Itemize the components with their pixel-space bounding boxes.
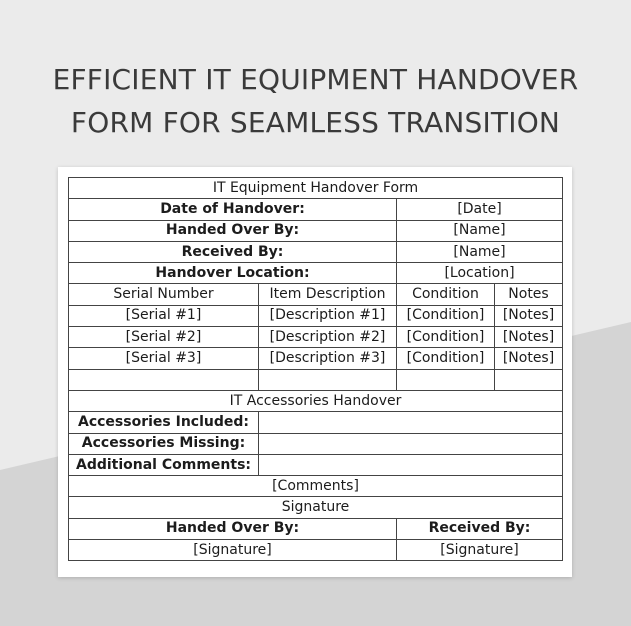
received-by-label: Received By: xyxy=(69,241,397,262)
signature-values-row xyxy=(69,540,563,561)
title-line-1: EFFICIENT IT EQUIPMENT HANDOVER xyxy=(52,63,579,96)
description-cell[interactable]: [Description #3] xyxy=(259,348,397,369)
serial-cell[interactable]: [Serial #3] xyxy=(69,348,259,369)
date-row xyxy=(69,199,563,220)
handed-over-row xyxy=(69,220,563,241)
additional-comments-row xyxy=(69,454,563,475)
items-header-row xyxy=(69,284,563,305)
notes-cell[interactable]: [Notes] xyxy=(495,305,563,326)
additional-comments-label: Additional Comments: xyxy=(69,454,259,475)
signature-received-by-field[interactable]: [Signature] xyxy=(397,540,563,561)
item-row xyxy=(69,305,563,326)
additional-comments-field[interactable] xyxy=(259,454,563,475)
signature-handed-over-label: Handed Over By: xyxy=(69,518,397,539)
condition-cell[interactable]: [Condition] xyxy=(397,348,495,369)
received-by-field[interactable]: [Name] xyxy=(397,241,563,262)
notes-cell[interactable]: [Notes] xyxy=(495,348,563,369)
notes-cell[interactable]: [Notes] xyxy=(495,327,563,348)
accessories-missing-row xyxy=(69,433,563,454)
page-title xyxy=(0,58,631,144)
accessories-missing-field[interactable] xyxy=(259,433,563,454)
accessories-included-row xyxy=(69,412,563,433)
location-row xyxy=(69,263,563,284)
condition-cell-empty[interactable] xyxy=(397,369,495,390)
form-title: IT Equipment Handover Form xyxy=(69,178,563,199)
signature-section-title: Signature xyxy=(69,497,563,518)
notes-cell-empty[interactable] xyxy=(495,369,563,390)
signature-received-by-label: Received By: xyxy=(397,518,563,539)
column-header-description: Item Description xyxy=(259,284,397,305)
empty-item-row xyxy=(69,369,563,390)
condition-cell[interactable]: [Condition] xyxy=(397,327,495,348)
item-row xyxy=(69,327,563,348)
serial-cell[interactable]: [Serial #2] xyxy=(69,327,259,348)
location-field[interactable]: [Location] xyxy=(397,263,563,284)
signature-title-row xyxy=(69,497,563,518)
description-cell-empty[interactable] xyxy=(259,369,397,390)
signature-labels-row xyxy=(69,518,563,539)
accessories-missing-label: Accessories Missing: xyxy=(69,433,259,454)
accessories-title-row xyxy=(69,390,563,411)
handover-form-table xyxy=(68,177,563,561)
form-document xyxy=(58,167,572,577)
description-cell[interactable]: [Description #1] xyxy=(259,305,397,326)
handed-over-label: Handed Over By: xyxy=(69,220,397,241)
column-header-condition: Condition xyxy=(397,284,495,305)
item-row xyxy=(69,348,563,369)
title-line-2: FORM FOR SEAMLESS TRANSITION xyxy=(70,106,561,139)
serial-cell-empty[interactable] xyxy=(69,369,259,390)
serial-cell[interactable]: [Serial #1] xyxy=(69,305,259,326)
column-header-notes: Notes xyxy=(495,284,563,305)
received-by-row xyxy=(69,241,563,262)
accessories-section-title: IT Accessories Handover xyxy=(69,390,563,411)
column-header-serial: Serial Number xyxy=(69,284,259,305)
date-field[interactable]: [Date] xyxy=(397,199,563,220)
condition-cell[interactable]: [Condition] xyxy=(397,305,495,326)
location-label: Handover Location: xyxy=(69,263,397,284)
handed-over-field[interactable]: [Name] xyxy=(397,220,563,241)
accessories-included-label: Accessories Included: xyxy=(69,412,259,433)
signature-handed-over-field[interactable]: [Signature] xyxy=(69,540,397,561)
description-cell[interactable]: [Description #2] xyxy=(259,327,397,348)
accessories-included-field[interactable] xyxy=(259,412,563,433)
date-label: Date of Handover: xyxy=(69,199,397,220)
comments-row xyxy=(69,476,563,497)
form-title-row xyxy=(69,178,563,199)
comments-field[interactable]: [Comments] xyxy=(69,476,563,497)
